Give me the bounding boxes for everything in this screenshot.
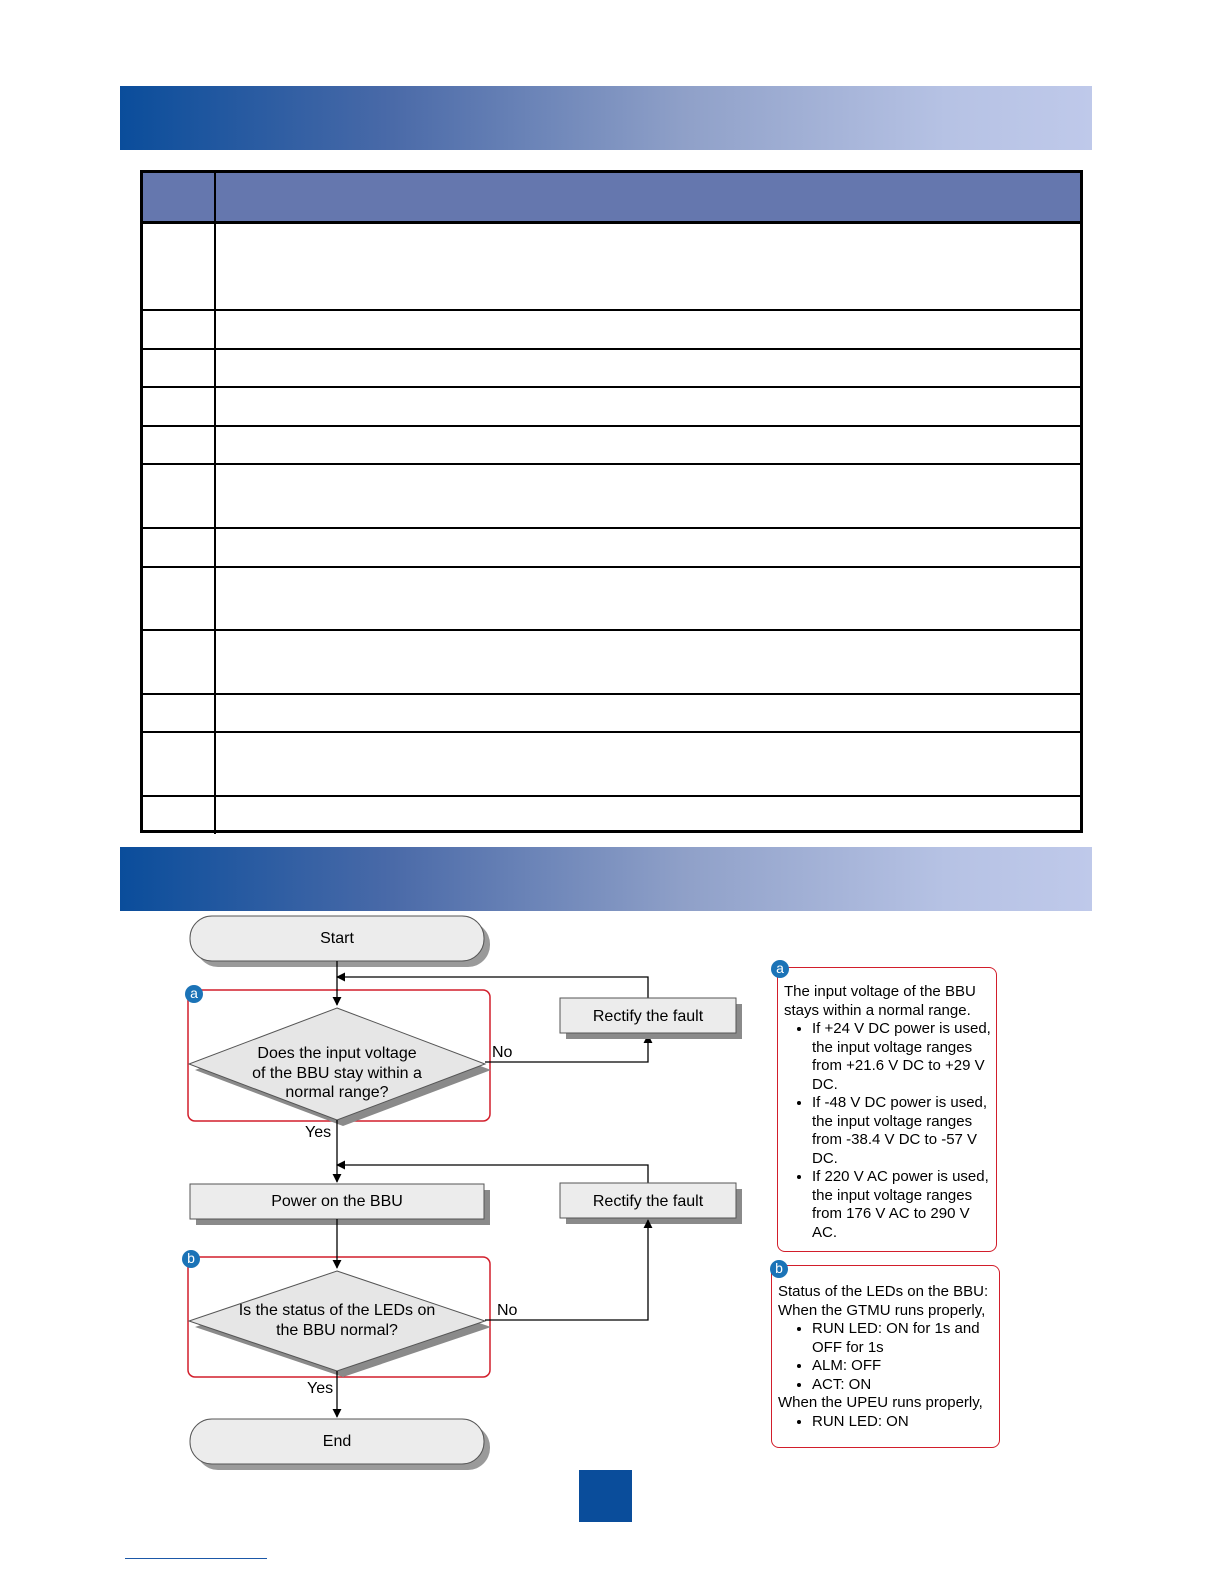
note-b-led-status — [771, 1265, 1000, 1448]
note-b-gtmu-item: • ACT: ON — [812, 1376, 995, 1395]
decision-a-line-2: of the BBU stay within a — [252, 1065, 422, 1082]
marker-a-badge: a — [185, 985, 203, 1003]
page-number-box — [579, 1470, 632, 1522]
decision-b-line-2: the BBU normal? — [276, 1322, 398, 1339]
power-on-box — [190, 1184, 490, 1225]
note-b-gtmu-item: • RUN LED: ON for 1s and OFF for 1s — [812, 1320, 995, 1357]
power-on-label: Power on the BBU — [271, 1193, 403, 1210]
note-b-title: Status of the LEDs on the BBU: — [778, 1283, 989, 1300]
no-label-1: No — [492, 1044, 513, 1061]
note-a-item: • If +24 V DC power is used, the input voltage ranges from +21.6 V DC to +29 V DC. — [812, 1020, 992, 1094]
decision-b-line-1: Is the status of the LEDs on — [238, 1302, 436, 1319]
note-a-intro: The input voltage of the BBU stays within a normal range. — [784, 983, 976, 1019]
note-b-badge: b — [770, 1260, 788, 1278]
rectify-fault-box-2 — [560, 1183, 742, 1224]
note-a-item: • If 220 V AC power is used, the input voltage ranges from 176 V AC to 290 V AC. — [812, 1168, 992, 1242]
start-terminator — [190, 916, 490, 967]
rectify-label-2: Rectify the fault — [592, 1193, 704, 1210]
note-b-gtmu-item: • ALM: OFF — [812, 1357, 995, 1376]
decision-a-line-3: normal range? — [285, 1084, 389, 1101]
note-b-upeu-item: • RUN LED: ON — [812, 1413, 995, 1432]
decision-a-line-1: Does the input voltage — [257, 1045, 417, 1062]
decision-led-status — [189, 1271, 491, 1377]
note-a-badge: a — [771, 960, 789, 978]
rectify-fault-box-1 — [560, 998, 742, 1039]
rectify-label-1: Rectify the fault — [592, 1008, 704, 1025]
marker-b-badge: b — [182, 1250, 200, 1268]
start-label: Start — [320, 930, 354, 947]
end-terminator — [190, 1419, 490, 1470]
yes-label-2: Yes — [307, 1380, 334, 1397]
note-b-upeu-heading: When the UPEU runs properly, — [778, 1394, 983, 1411]
end-label: End — [322, 1433, 352, 1450]
decision-input-voltage — [189, 1008, 491, 1126]
footer-rule — [125, 1558, 267, 1559]
note-a-input-voltage — [777, 967, 997, 1252]
note-b-gtmu-heading: When the GTMU runs properly, — [778, 1301, 986, 1319]
no-label-2: No — [497, 1302, 518, 1319]
yes-label-1: Yes — [305, 1124, 332, 1141]
note-a-item: • If -48 V DC power is used, the input voltage ranges from -38.4 V DC to -57 V DC. — [812, 1094, 992, 1168]
